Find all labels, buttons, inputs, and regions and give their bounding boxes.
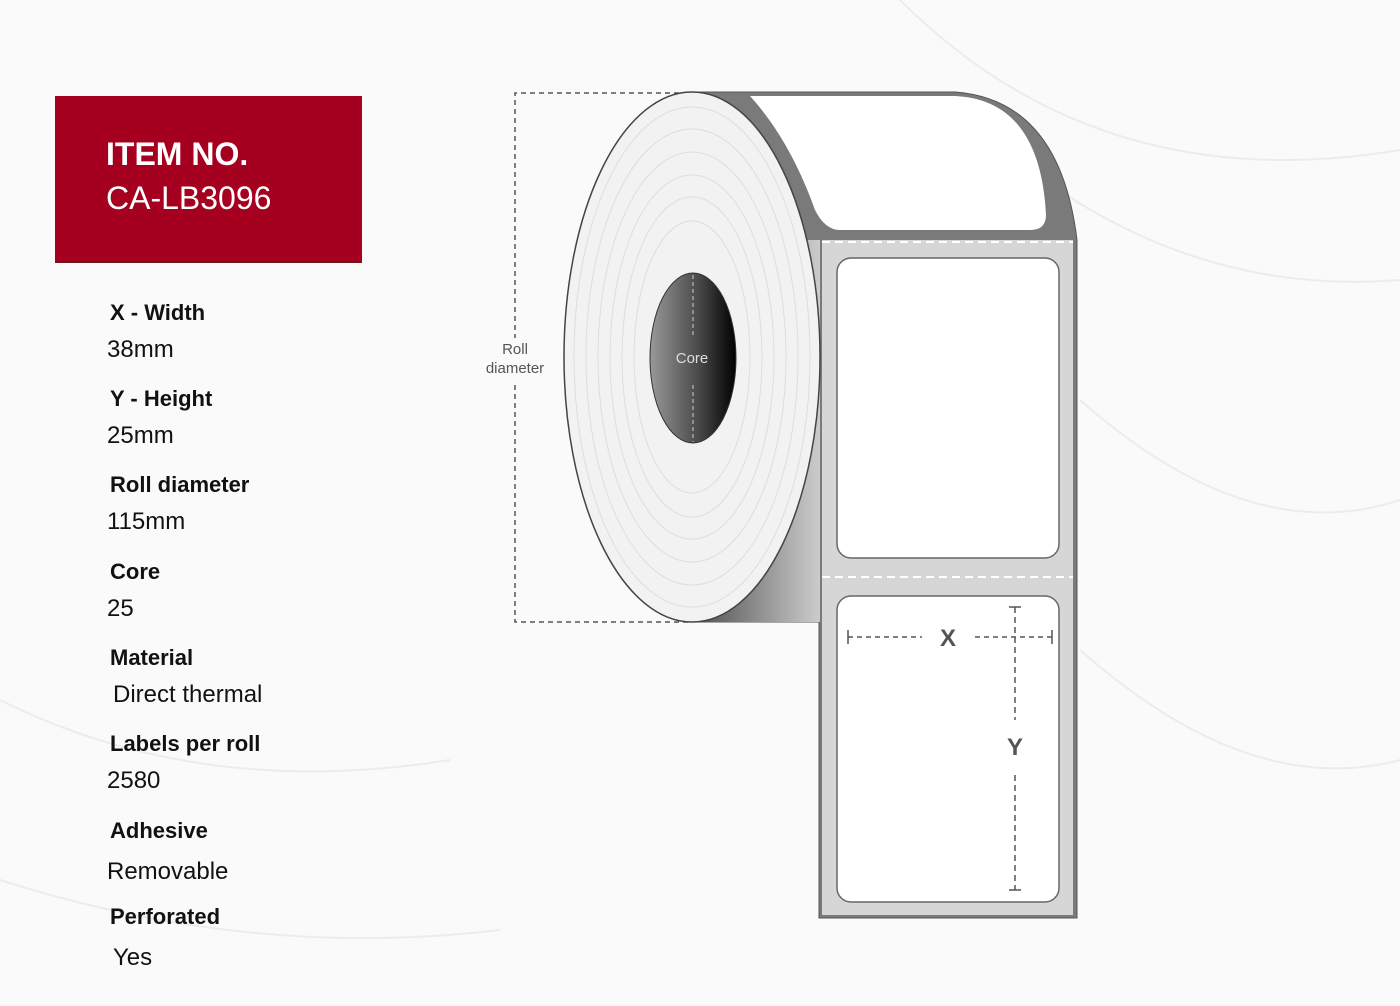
spec-label: Roll diameter: [110, 472, 250, 497]
spec-label: Perforated: [110, 904, 221, 929]
spec-value: 25: [107, 595, 134, 622]
spec-value: 25mm: [107, 422, 174, 449]
spec-label: X - Width: [110, 300, 206, 325]
spec-value: Direct thermal: [113, 681, 263, 708]
label: [837, 258, 1059, 558]
spec-value: 115mm: [107, 508, 186, 535]
item-number: CA-LB3096: [106, 180, 272, 216]
item-heading: ITEM NO.: [106, 136, 249, 172]
spec-value: Yes: [113, 944, 153, 971]
spec-value: 38mm: [107, 336, 174, 363]
spec-label: Core: [110, 559, 161, 584]
spec-value: 2580: [107, 767, 161, 794]
roll-label: Roll: [502, 341, 528, 358]
x-dimension-label: X: [939, 625, 957, 652]
spec-label: Material: [110, 645, 194, 670]
core-label: Core: [675, 350, 709, 367]
diameter-label: diameter: [485, 360, 545, 377]
spec-label: Adhesive: [110, 818, 208, 843]
spec-value: Removable: [107, 858, 229, 885]
y-dimension-label: Y: [1006, 734, 1024, 761]
spec-label: Labels per roll: [110, 731, 261, 756]
spec-label: Y - Height: [110, 386, 213, 411]
